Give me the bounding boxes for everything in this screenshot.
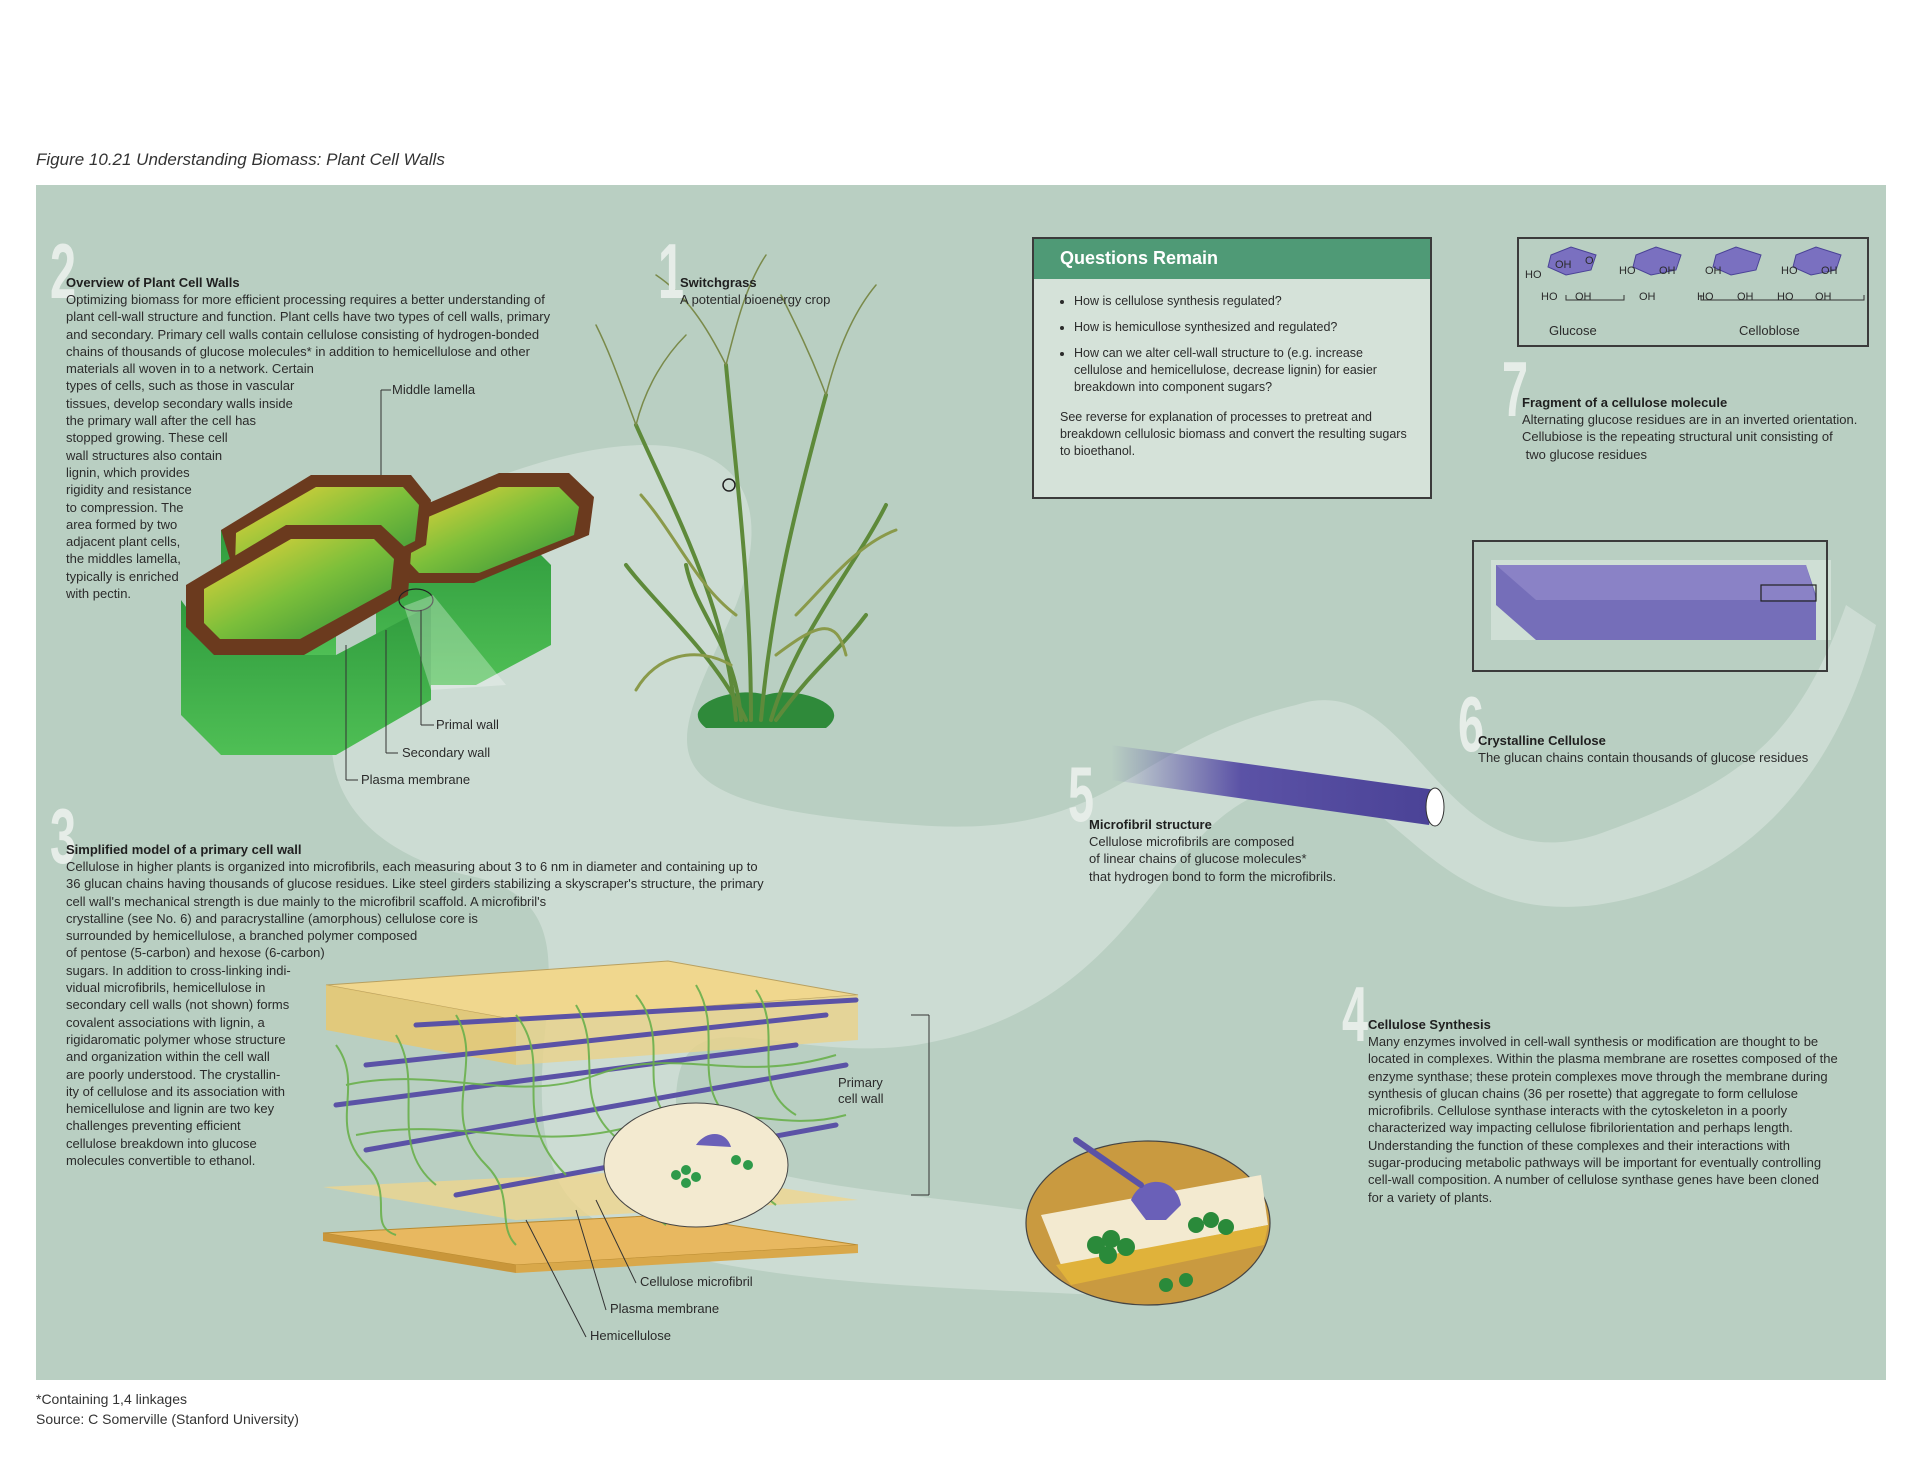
- questions-list: [1034, 293, 1430, 396]
- label-ho: HO: [1697, 291, 1714, 303]
- label-oh: OH: [1737, 291, 1754, 303]
- text-line: of linear chains of glucose molecules*: [1089, 851, 1307, 867]
- footnote-source: Source: C Somerville (Stanford University): [36, 1411, 299, 1427]
- section-3-body: [66, 858, 886, 1169]
- label-hemicellulose: Hemicellulose: [590, 1328, 671, 1343]
- text-line: cell-wall composition. A number of cellulose synthase genes have been cloned: [1368, 1172, 1819, 1188]
- text-line: enzyme synthase; these protein complexes move through the membrane during: [1368, 1068, 1828, 1084]
- section-6-body: The glucan chains contain thousands of glucose residues: [1478, 750, 1809, 765]
- label-primary: Primary: [838, 1075, 883, 1090]
- diagram-panel: [36, 185, 1886, 1380]
- label-oh: OH: [1555, 259, 1572, 271]
- label-secondary-wall: Secondary wall: [402, 745, 491, 760]
- text-line: cellulose breakdown into glucose: [66, 1135, 257, 1151]
- text-line: materials all woven in to a network. Certain: [66, 361, 314, 377]
- text-line: and secondary. Primary cell walls contain cellulose consisting of hydrogen-bonded: [66, 326, 540, 342]
- section-number-1: 1: [658, 227, 685, 315]
- section-number-6: 6: [1458, 680, 1485, 768]
- questions-remain-title: Questions Remain: [1034, 239, 1430, 279]
- question-item: • How can we alter cell-wall structure to (e.g. increase cellulose and hemicellulose, decrease lignin) for easier breakdown into component sugars?: [1074, 345, 1414, 396]
- label-ho: HO: [1525, 269, 1542, 281]
- text-line: chains of thousands of glucose molecules* in addition to hemicellulose and other: [66, 343, 530, 359]
- label-oh: OH: [1659, 265, 1676, 277]
- text-line: located in complexes. Within the plasma membrane are rosettes composed of the: [1368, 1051, 1838, 1067]
- section-number-3: 3: [50, 792, 77, 880]
- section-2-title: Overview of Plant Cell Walls: [66, 275, 240, 290]
- text-line: Cellubiose is the repeating structural unit consisting of: [1522, 429, 1833, 445]
- text-line: Optimizing biomass for more efficient processing requires a better understanding of: [66, 292, 545, 307]
- text-line: sugars. In addition to cross-linking indi-: [66, 962, 291, 978]
- section-7-body: [1522, 411, 1857, 463]
- cellulose-fragment-box: [1517, 237, 1869, 347]
- text-line: 36 glucan chains having thousands of glucose residues. Like steel girders stabilizing a skyscraper's structure, the primary: [66, 876, 764, 892]
- text-line: two glucose residues: [1522, 446, 1648, 462]
- label-plasma-membrane: Plasma membrane: [361, 772, 471, 787]
- text-line: surrounded by hemicellulose, a branched polymer composed: [66, 928, 418, 944]
- section-7-title: Fragment of a cellulose molecule: [1522, 395, 1728, 410]
- label-ho: HO: [1541, 291, 1558, 303]
- section-5-body: [1089, 833, 1336, 885]
- text-line: sugar-producing metabolic pathways will be important for eventually controlling: [1368, 1155, 1822, 1171]
- label-oh: OH: [1705, 265, 1722, 277]
- text-line: types of cells, such as those in vascular: [66, 378, 295, 394]
- section-6-title: Crystalline Cellulose: [1478, 733, 1606, 748]
- section-1-body: A potential bioenergy crop: [680, 292, 831, 307]
- text-line: rigidaromatic polymer whose structure: [66, 1031, 286, 1047]
- text-line: wall structures also contain: [66, 447, 223, 463]
- text-line: to compression. The: [66, 499, 184, 515]
- text-line: cell wall's mechanical strength is due mainly to the microfibril scaffold. A microfibril's: [66, 893, 547, 909]
- text-line: Understanding the function of these complexes and their interactions with: [1368, 1137, 1791, 1153]
- text-line: synthesis of glucan chains (36 per rosette) that aggregate to form cellulose: [1368, 1085, 1798, 1101]
- label-ho: HO: [1777, 291, 1794, 303]
- label-o: O: [1585, 255, 1594, 267]
- section-2-body: [66, 291, 666, 602]
- question-item: • How is cellulose synthesis regulated?: [1074, 293, 1414, 310]
- cellulose-synthesis-inset: [1026, 1140, 1270, 1305]
- label-oh: OH: [1815, 291, 1832, 303]
- text-line: characterized way impacting cellulose fibrilorientation and perhaps length.: [1368, 1120, 1793, 1136]
- section-number-7: 7: [1502, 345, 1529, 433]
- label-oh: OH: [1639, 291, 1656, 303]
- section-4-title: Cellulose Synthesis: [1368, 1017, 1491, 1032]
- label-primal-wall: Primal wall: [436, 717, 499, 732]
- text-line: Cellulose microfibrils are composed: [1089, 834, 1295, 849]
- label-ho: HO: [1619, 265, 1636, 277]
- footnote-linkages: *Containing 1,4 linkages: [36, 1391, 187, 1407]
- label-ho: HO: [1781, 265, 1798, 277]
- text-line: for a variety of plants.: [1368, 1189, 1493, 1205]
- section-4-body: [1368, 1033, 1886, 1206]
- section-number-2: 2: [50, 227, 77, 315]
- text-line: challenges preventing efficient: [66, 1118, 241, 1134]
- label-cellulose-microfibril: Cellulose microfibril: [640, 1274, 753, 1289]
- text-line: are poorly understood. The crystallin-: [66, 1066, 281, 1082]
- text-line: microfibrils. Cellulose synthase interacts with the cytoskeleton in a poorly: [1368, 1103, 1788, 1119]
- text-line: adjacent plant cells,: [66, 534, 181, 550]
- section-number-4: 4: [1342, 970, 1369, 1058]
- text-line: with pectin.: [66, 586, 132, 602]
- text-line: lignin, which provides: [66, 464, 190, 480]
- text-line: plant cell-wall structure and function. Plant cells have two types of cell walls, primary: [66, 309, 551, 325]
- questions-remain-box: [1032, 237, 1432, 499]
- crystalline-cellulose-box: [1472, 540, 1828, 672]
- section-number-5: 5: [1068, 750, 1095, 838]
- footnote: [36, 1389, 299, 1429]
- label-oh: OH: [1821, 265, 1838, 277]
- label-glucose: Glucose: [1549, 323, 1597, 338]
- text-line: secondary cell walls (not shown) forms: [66, 997, 290, 1013]
- questions-note: See reverse for explanation of processes to pretreat and breakdown cellulosic biomass and convert the resulting sugars to bioethanol.: [1060, 410, 1407, 458]
- text-line: tissues, develop secondary walls inside: [66, 395, 293, 411]
- text-line: rigidity and resistance: [66, 482, 192, 498]
- text-line: vidual microfibrils, hemicellulose in: [66, 980, 266, 996]
- text-line: Cellulose in higher plants is organized into microfibrils, each measuring about 3 to 6 nm in diameter and containing up to: [66, 859, 758, 874]
- text-line: stopped growing. These cell: [66, 430, 228, 446]
- text-line: of pentose (5-carbon) and hexose (6-carbon): [66, 945, 325, 961]
- text-line: covalent associations with lignin, a: [66, 1014, 265, 1030]
- text-line: ity of cellulose and its association with: [66, 1083, 285, 1099]
- text-line: molecules convertible to ethanol.: [66, 1153, 256, 1169]
- text-line: area formed by two: [66, 516, 178, 532]
- section-5-title: Microfibril structure: [1089, 817, 1212, 832]
- section-3-title: Simplified model of a primary cell wall: [66, 842, 302, 857]
- text-line: that hydrogen bond to form the microfibrils.: [1089, 868, 1337, 884]
- text-line: hemicellulose and lignin are two key: [66, 1101, 275, 1117]
- label-plasma-membrane-3: Plasma membrane: [610, 1301, 720, 1316]
- text-line: the primary wall after the cell has: [66, 413, 257, 429]
- text-line: Many enzymes involved in cell-wall synthesis or modification are thought to be: [1368, 1034, 1819, 1049]
- text-line: the middles lamella,: [66, 551, 181, 567]
- text-line: Alternating glucose residues are in an inverted orientation.: [1522, 412, 1858, 427]
- label-cell-wall: cell wall: [838, 1091, 884, 1106]
- text-line: typically is enriched: [66, 568, 179, 584]
- question-item: • How is hemicullose synthesized and regulated?: [1074, 319, 1414, 336]
- label-cellobiose: Celloblose: [1739, 323, 1800, 338]
- label-oh: OH: [1575, 291, 1592, 303]
- label-middle-lamella: Middle lamella: [392, 382, 476, 397]
- text-line: and organization within the cell wall: [66, 1049, 270, 1065]
- text-line: crystalline (see No. 6) and paracrystalline (amorphous) cellulose core is: [66, 910, 478, 926]
- figure-title: Figure 10.21 Understanding Biomass: Plant Cell Walls: [36, 150, 445, 169]
- section-1-title: Switchgrass: [680, 275, 757, 290]
